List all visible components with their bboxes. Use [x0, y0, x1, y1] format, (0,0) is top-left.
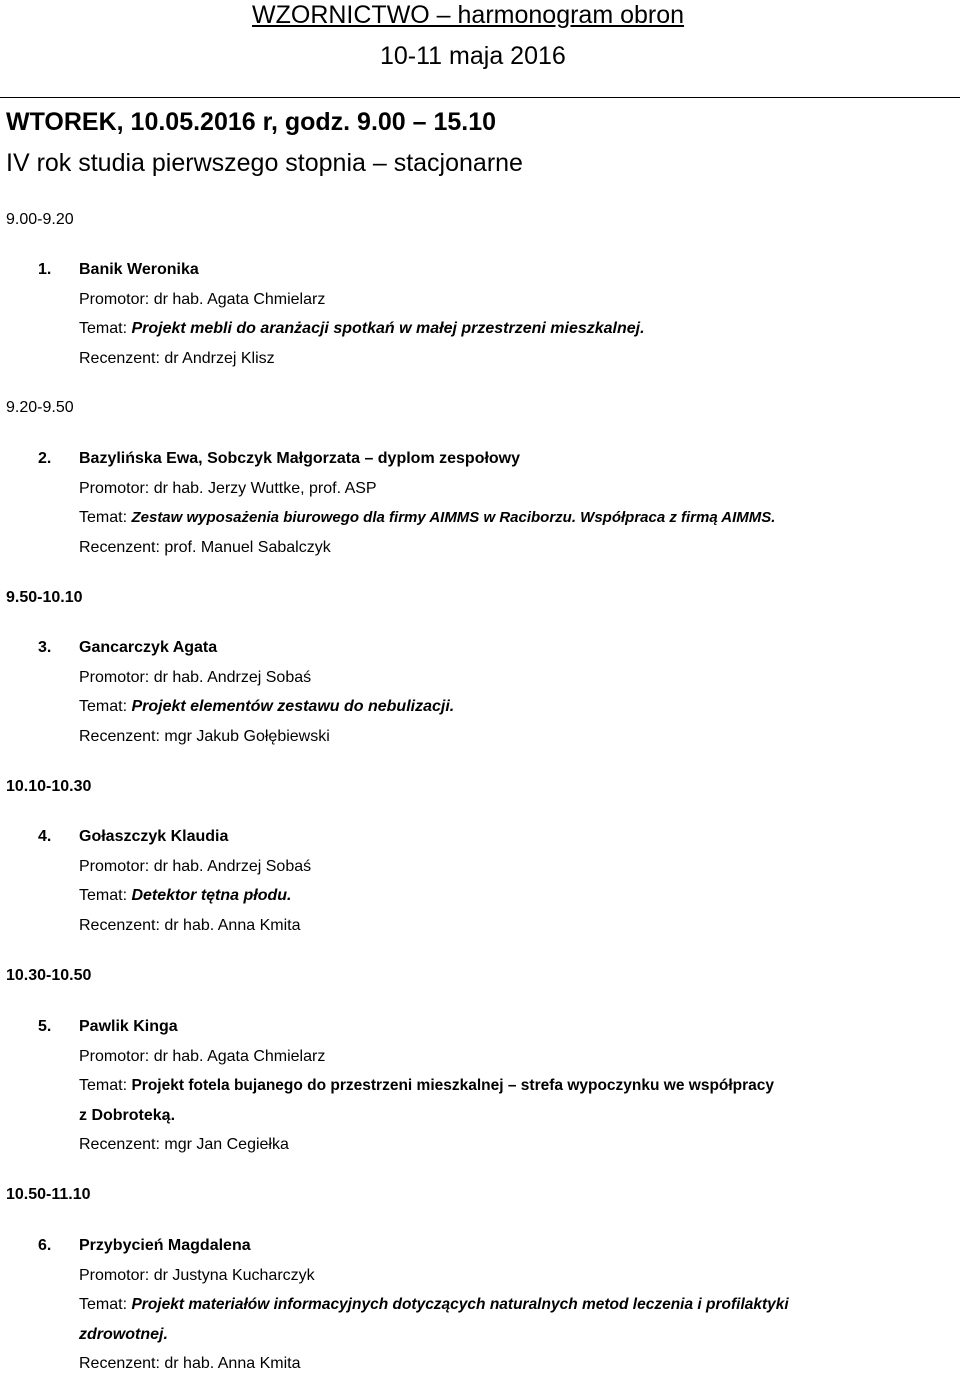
entry-topic-continued: [38, 1320, 938, 1350]
entry-number: 2.: [38, 450, 52, 467]
entry-student: [38, 444, 938, 474]
entry-topic: [38, 1290, 938, 1320]
student-name: Bazylińska Ewa, Sobczyk Małgorzata – dyplom zespołowy: [79, 450, 521, 467]
topic-label: Temat:: [79, 509, 132, 527]
entry-promotor: Promotor: dr hab. Andrzej Sobaś: [79, 857, 312, 875]
entry-student: [38, 1012, 938, 1042]
student-name: Gancarczyk Agata: [79, 639, 218, 656]
topic-label: Temat:: [79, 1296, 132, 1314]
entry-topic: [38, 314, 938, 344]
entry-topic-continued: [38, 1101, 938, 1131]
slot-time: 9.00-9.20: [6, 211, 74, 228]
defense-entry: [38, 1231, 938, 1379]
header-divider: [0, 97, 960, 98]
entry-number: 6.: [38, 1237, 52, 1254]
defense-entry: [38, 444, 938, 562]
entry-number: 5.: [38, 1018, 52, 1035]
student-name: Banik Weronika: [79, 261, 199, 278]
document-dates: 10-11 maja 2016: [380, 42, 566, 70]
entry-promotor: Promotor: dr hab. Agata Chmielarz: [79, 290, 326, 308]
study-heading: IV rok studia pierwszego stopnia – stacjonarne: [6, 149, 523, 177]
entry-student: [38, 1231, 938, 1261]
slot-time: 10.50-11.10: [6, 1186, 91, 1203]
entry-reviewer: Recenzent: dr Andrzej Klisz: [79, 349, 275, 367]
topic-value: Projekt fotela bujanego do przestrzeni mieszkalnej – strefa wypoczynku we współpracy: [131, 1077, 775, 1095]
topic-label: Temat:: [79, 887, 132, 905]
document-title: WZORNICTWO – harmonogram obron: [252, 1, 685, 29]
entry-promotor: Promotor: dr hab. Agata Chmielarz: [79, 1047, 326, 1065]
slot-time: 10.10-10.30: [6, 778, 92, 795]
entry-reviewer: Recenzent: mgr Jakub Gołębiewski: [79, 727, 330, 745]
topic-value: Zestaw wyposażenia biurowego dla firmy AIMMS w Raciborzu. Współpraca z firmą AIMMS.: [131, 509, 776, 527]
entry-topic: [38, 692, 938, 722]
topic-value: Projekt materiałów informacyjnych dotyczących naturalnych metod leczenia i profilaktyki: [131, 1296, 789, 1314]
entry-reviewer: Recenzent: prof. Manuel Sabalczyk: [79, 538, 331, 556]
topic-value: Projekt elementów zestawu do nebulizacji.: [131, 698, 455, 716]
entry-reviewer: Recenzent: mgr Jan Cegiełka: [79, 1136, 289, 1154]
topic-value-continued: zdrowotnej.: [79, 1325, 168, 1343]
entry-student: [38, 633, 938, 663]
entry-student: [38, 822, 938, 852]
topic-label: Temat:: [79, 1077, 132, 1095]
defense-entry: [38, 1012, 938, 1160]
defense-entry: [38, 633, 938, 751]
entry-topic: [38, 881, 938, 911]
topic-label: Temat:: [79, 698, 132, 716]
defense-entry: [38, 822, 938, 940]
entry-number: 4.: [38, 828, 52, 845]
day-heading: WTOREK, 10.05.2016 r, godz. 9.00 – 15.10: [6, 108, 497, 136]
entry-promotor: Promotor: dr hab. Andrzej Sobaś: [79, 668, 312, 686]
entry-promotor: Promotor: dr Justyna Kucharczyk: [79, 1266, 315, 1284]
topic-label: Temat:: [79, 320, 132, 338]
entry-reviewer: Recenzent: dr hab. Anna Kmita: [79, 1355, 301, 1373]
slot-time: 9.20-9.50: [6, 399, 74, 416]
entry-student: [38, 255, 938, 285]
topic-value: Projekt mebli do aranżacji spotkań w małej przestrzeni mieszkalnej.: [131, 320, 645, 338]
student-name: Pawlik Kinga: [79, 1018, 178, 1035]
entry-number: 1.: [38, 261, 52, 278]
entry-reviewer: Recenzent: dr hab. Anna Kmita: [79, 916, 301, 934]
defense-entry: [38, 255, 938, 373]
topic-value: Detektor tętna płodu.: [131, 887, 292, 905]
student-name: Gołaszczyk Klaudia: [79, 828, 229, 845]
entry-topic: [38, 1071, 938, 1101]
entry-promotor: Promotor: dr hab. Jerzy Wuttke, prof. ASP: [79, 479, 377, 497]
topic-value-continued: z Dobroteką.: [79, 1106, 176, 1124]
entry-topic: [38, 503, 938, 533]
student-name: Przybycień Magdalena: [79, 1237, 251, 1254]
slot-time: 10.30-10.50: [6, 967, 92, 984]
slot-time: 9.50-10.10: [6, 589, 83, 606]
entry-number: 3.: [38, 639, 52, 656]
